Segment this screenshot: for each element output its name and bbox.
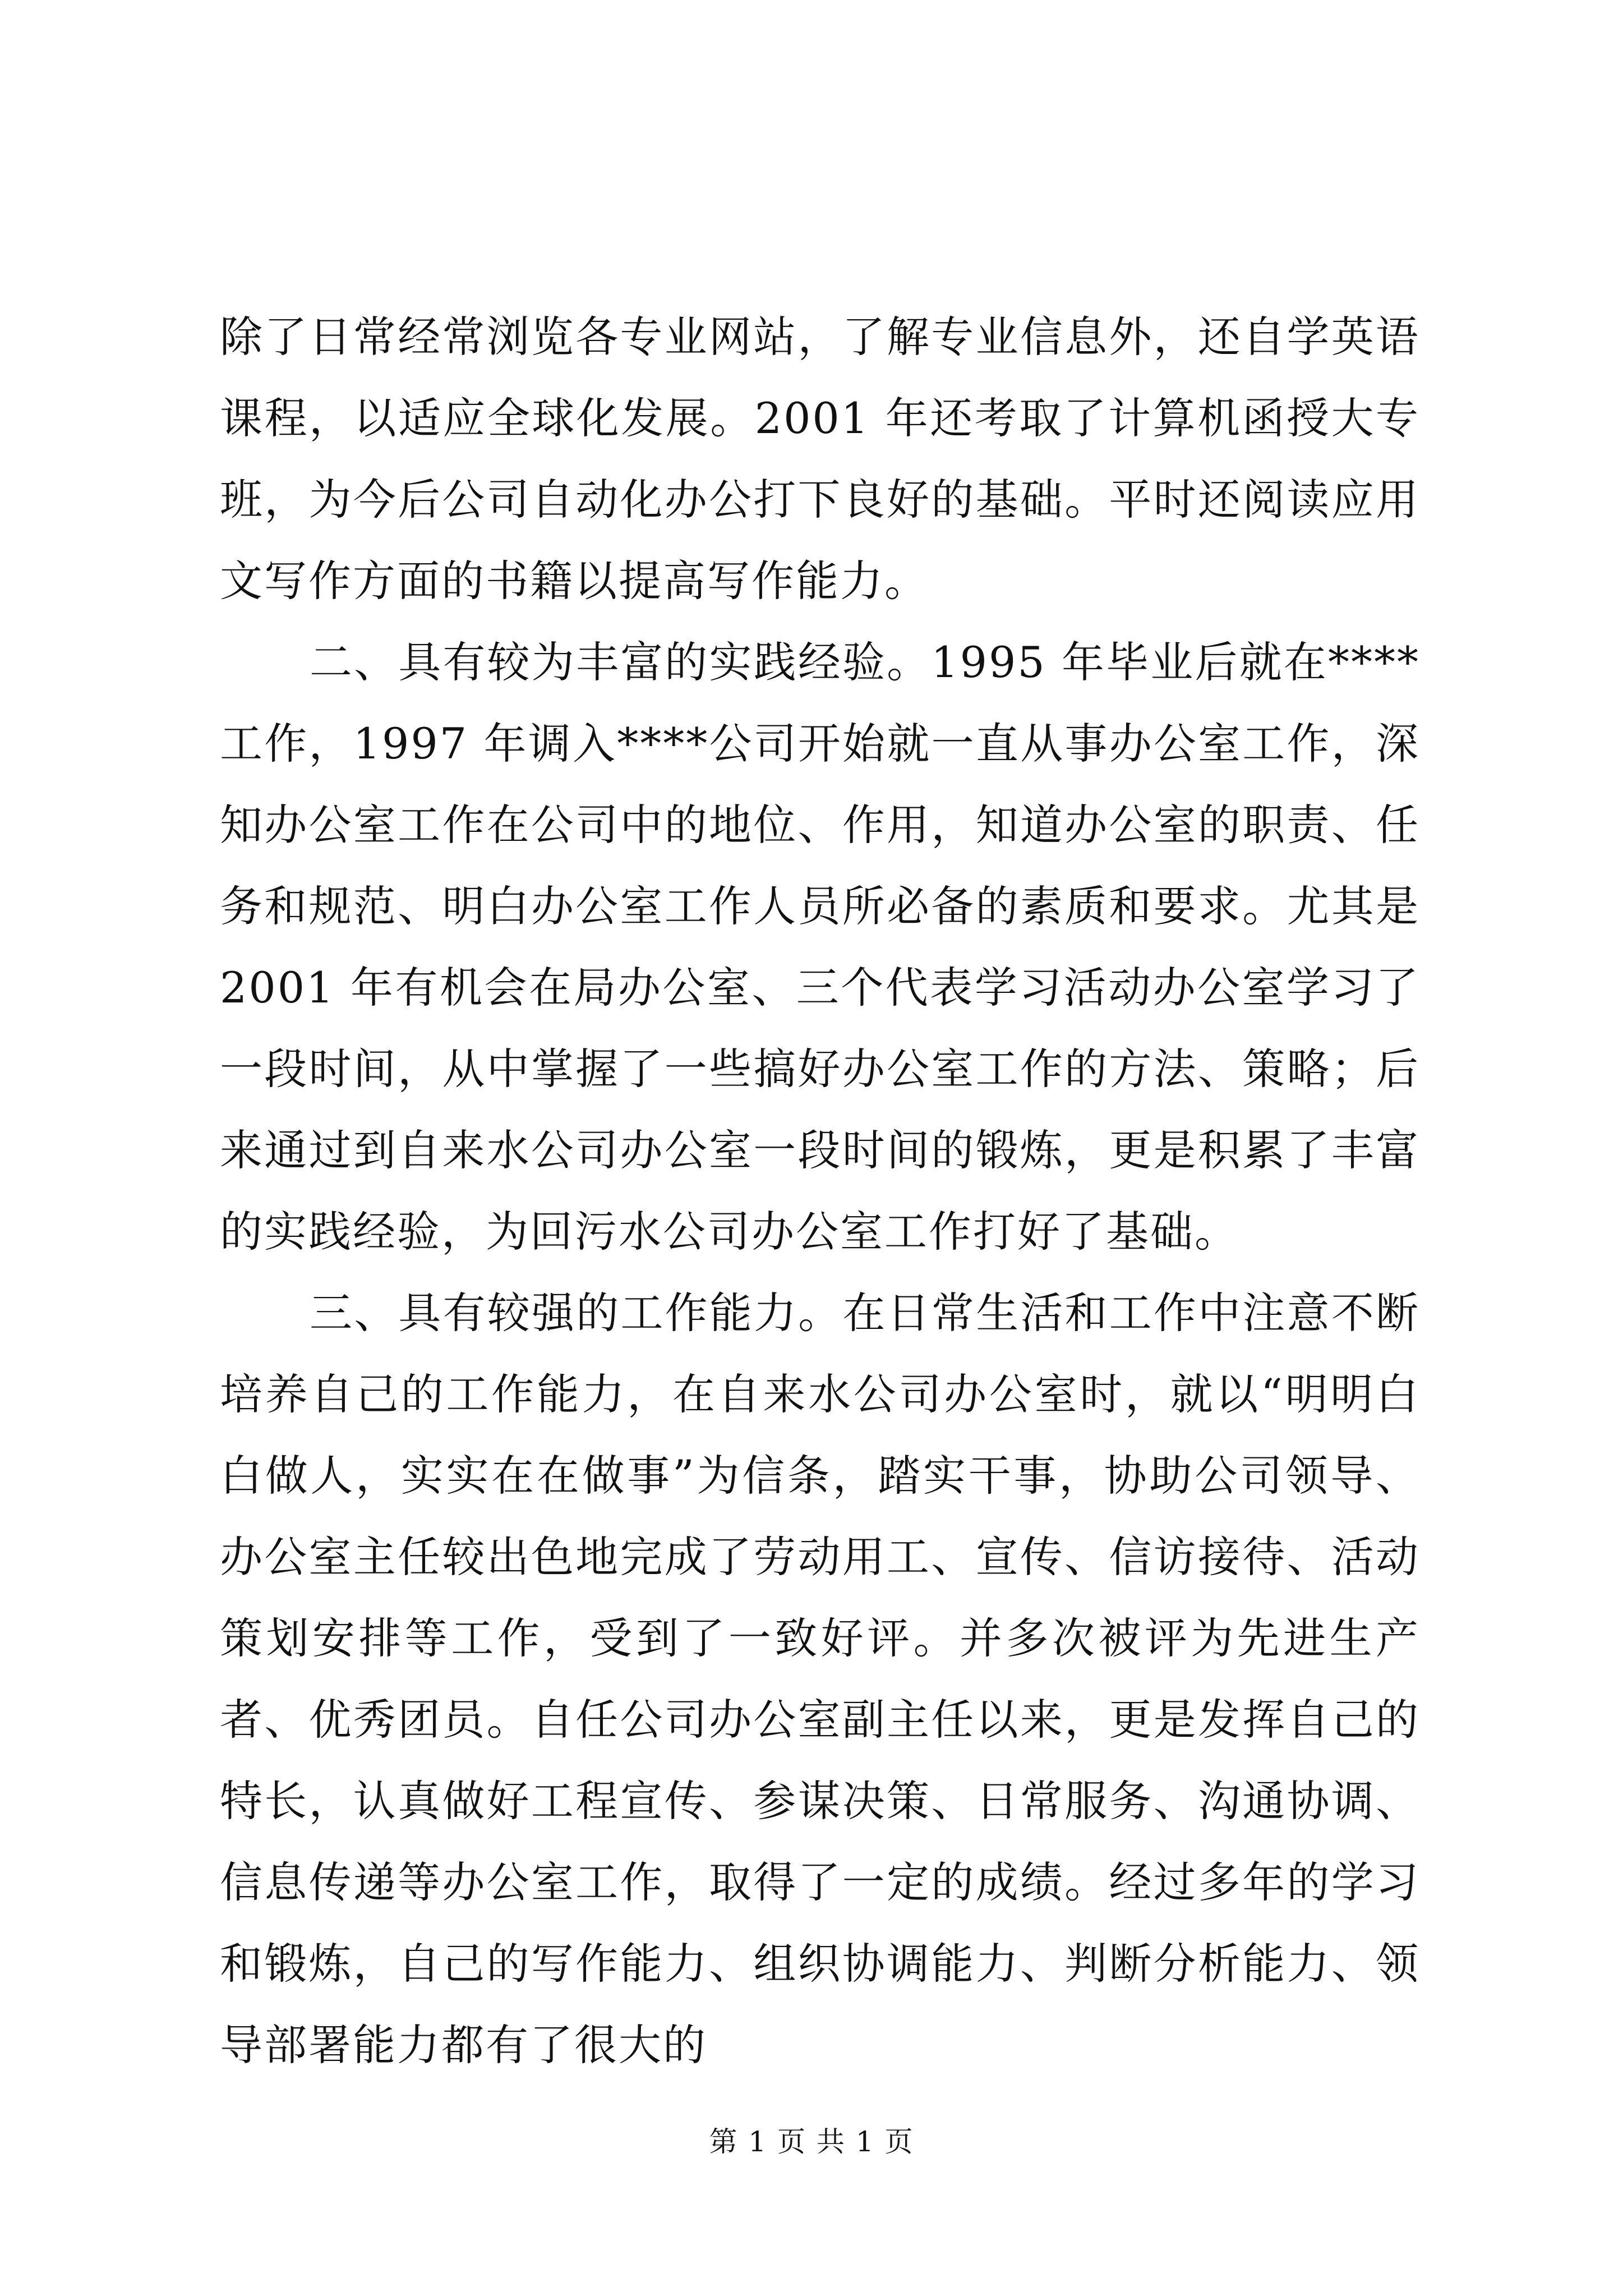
page-number-label: 第 1 页 共 1 页 [709,2125,914,2158]
paragraph-practical-experience: 二、具有较为丰富的实践经验。1995 年毕业后就在****工作，1997 年调入****公司开始就一直从事办公室工作，深知办公室工作在公司中的地位、作用，知道办公室的职责、任务和规范、明白办公室工作人员所必备的素质和要求。尤其是 2001 年有机会在局办公室、三个代表学习活动办公室学习了一段时间，从中掌握了一些搞好办公室工作的方法、策略；后来通过到自来水公司办公室一段时间的锻炼，更是积累了丰富的实践经验，为回污水公司办公室工作打好了基础。 [220,637,1436,1257]
document-body [220,296,1436,2086]
paragraph-work-ability: 三、具有较强的工作能力。在日常生活和工作中注意不断培养自己的工作能力，在自来水公司办公室时，就以“明明白白做人，实实在在做事”为信条，踏实干事，协助公司领导、办公室主任较出色地完成了劳动用工、宣传、信访接待、活动策划安排等工作，受到了一致好评。并多次被评为先进生产者、优秀团员。自任公司办公室副主任以来，更是发挥自己的特长，认真做好工程宣传、参谋决策、日常服务、沟通协调、信息传递等办公室工作，取得了一定的成绩。经过多年的学习和锻炼，自己的写作能力、组织协调能力、判断分析能力、领导部署能力都有了很大的 [220,1288,1420,2070]
paragraph-continuation: 除了日常经常浏览各专业网站，了解专业信息外，还自学英语课程，以适应全球化发展。2001 年还考取了计算机函授大专班，为今后公司自动化办公打下良好的基础。平时还阅读应用文写作方面的书籍以提高写作能力。 [220,312,1420,606]
page-footer [0,2125,1623,2159]
